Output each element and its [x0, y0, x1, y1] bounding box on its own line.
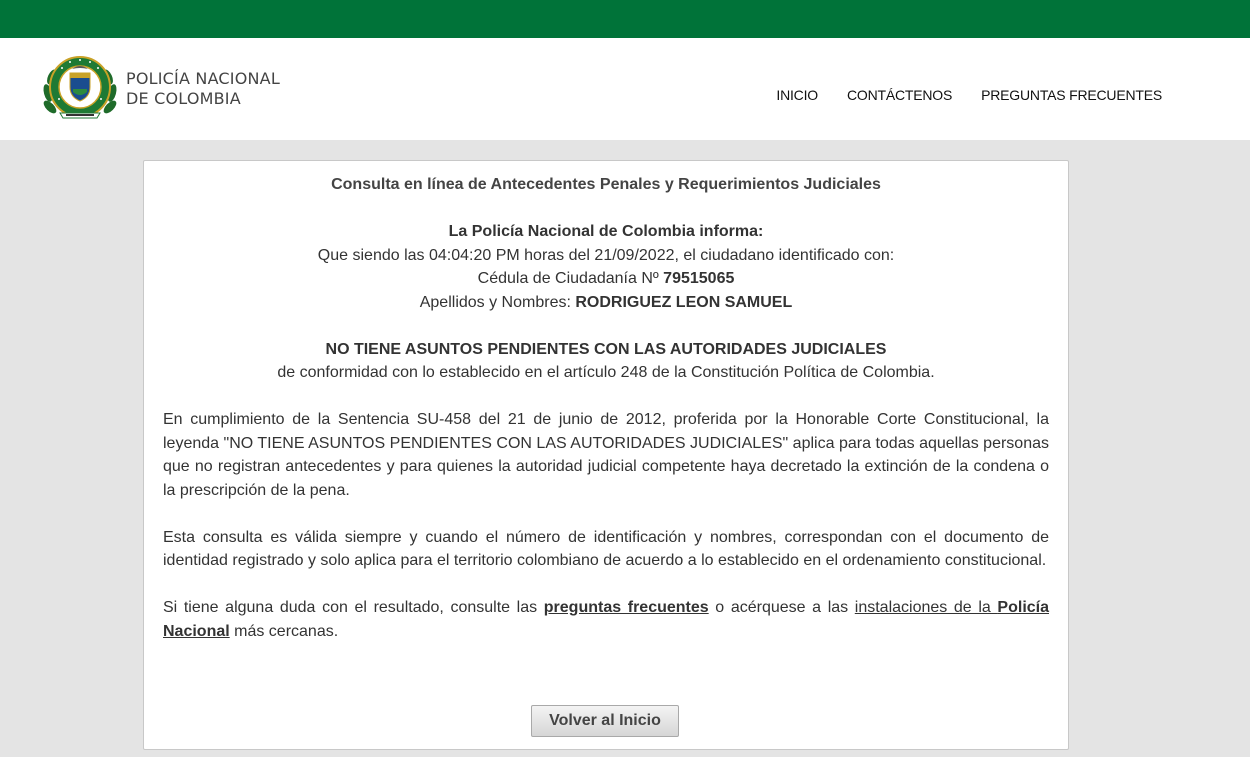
policia-nacional-crest-icon[interactable] [40, 49, 120, 125]
cedula-line [163, 267, 1049, 291]
nav-inicio[interactable]: INICIO [776, 87, 818, 103]
brand-line-2: DE COLOMBIA [126, 89, 241, 108]
cedula-label: Cédula de Ciudadanía Nº [477, 270, 664, 287]
preguntas-frecuentes-link[interactable]: preguntas frecuentes [543, 599, 709, 616]
brand-line-1: POLICÍA NACIONAL [126, 69, 280, 88]
result-card [143, 160, 1069, 750]
duda-text-c: más cercanas. [229, 622, 339, 640]
validez-paragraph: Esta consulta es válida siempre y cuando el número de identificación y nombres, correspondan con el documento de identidad registrado y solo aplica para el territorio colombiano de acuerdo a lo establecido en el ordenamiento constitucional. [163, 528, 1049, 569]
top-green-bar [0, 0, 1250, 38]
duda-paragraph [163, 596, 1049, 643]
site-header [0, 38, 1250, 140]
conformidad-text: de conformidad con lo establecido en el artículo 248 de la Constitución Política de Colombia. [277, 364, 935, 381]
duda-text-b: o acérquese a las [708, 599, 855, 616]
nombres-value: RODRIGUEZ LEON SAMUEL [575, 293, 793, 311]
nombres-label: Apellidos y Nombres: [419, 293, 576, 311]
card-title: Consulta en línea de Antecedentes Penales y Requerimientos Judiciales [331, 176, 881, 193]
nav-contactenos[interactable]: CONTÁCTENOS [846, 87, 953, 103]
result-status: NO TIENE ASUNTOS PENDIENTES CON LAS AUTORIDADES JUDICIALES [325, 340, 887, 358]
instalaciones-link-bold: Policía Nacional [163, 599, 1049, 640]
sentencia-paragraph: En cumplimiento de la Sentencia SU-458 del 21 de junio de 2012, proferida por la Honorable Corte Constitucional, la leyenda "NO TIENE ASUNTOS PENDIENTES CON LAS AUTORIDADES JUDICIALES" aplica para todas aquellas personas que no registran antecedentes y para quienes la autoridad judicial competente haya decretado la extinción de la condena o la prescripción de la pena. [163, 411, 1049, 499]
nombres-line [163, 291, 1049, 315]
nav-preguntas-frecuentes[interactable]: PREGUNTAS FRECUENTES [981, 87, 1162, 103]
main-nav [776, 87, 1162, 103]
informa-heading: La Policía Nacional de Colombia informa: [448, 223, 764, 240]
duda-text-a: Si tiene alguna duda con el resultado, consulte las [163, 599, 544, 616]
instalaciones-link-text: instalaciones de la [854, 599, 998, 616]
brand-name [126, 69, 280, 109]
consulta-time-line: Que siendo las 04:04:20 PM horas del 21/09/2022, el ciudadano identificado con: [317, 246, 895, 264]
cedula-value: 79515065 [663, 270, 735, 287]
volver-al-inicio-button[interactable]: Volver al Inicio [531, 705, 679, 737]
